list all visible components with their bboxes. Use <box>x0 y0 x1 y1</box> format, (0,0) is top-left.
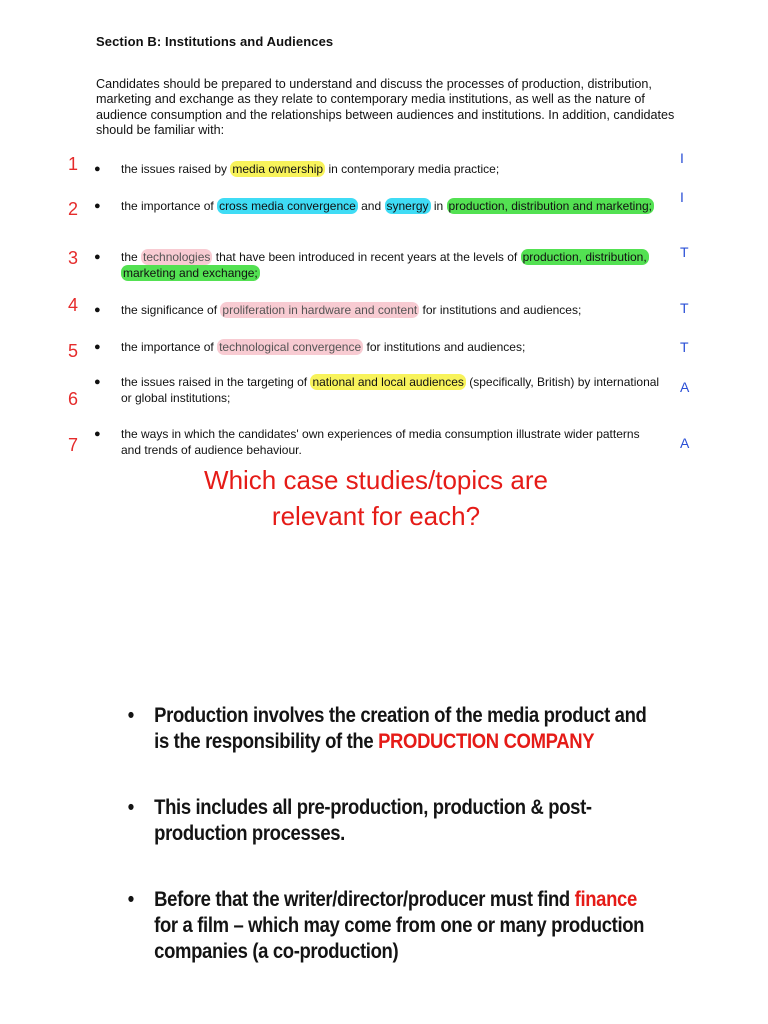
item-text-plain: for institutions and audiences; <box>419 303 582 317</box>
question-line: Which case studies/topics are <box>204 465 548 495</box>
bullet-icon: ● <box>94 304 101 316</box>
slide-bullet-text: Before that the writer/director/producer must find <box>154 888 575 911</box>
item-text-plain: in contemporary media practice; <box>325 162 500 176</box>
item-text <box>121 162 661 178</box>
item-tag: I <box>680 150 684 166</box>
section-title: Section B: Institutions and Audiences <box>96 34 334 49</box>
item-text-plain: the ways in which the candidates' own experiences of media consumption illustrate wider patterns and trends of audience behaviour. <box>121 427 640 457</box>
item-text-plain: the <box>121 250 142 264</box>
bullet-icon: ● <box>94 376 101 388</box>
item-text <box>121 340 661 356</box>
highlight-yellow: national and local audiences <box>312 375 464 389</box>
slide-bullet-text: for a film – which may come from one or many production companies (a co-production) <box>154 914 645 963</box>
bullet-icon: ● <box>94 341 101 353</box>
bullet-icon: • <box>127 796 134 819</box>
highlight-pink: technologies <box>143 250 211 264</box>
item-text-plain: the issues raised by <box>121 162 231 176</box>
slide-bullet-emphasis: PRODUCTION COMPANY <box>378 730 595 753</box>
item-tag: I <box>680 189 684 205</box>
item-text <box>121 427 661 458</box>
slide-bullet <box>126 795 647 847</box>
highlight-pink: proliferation in hardware and content <box>222 303 418 317</box>
bullet-icon: ● <box>94 251 101 263</box>
item-number: 3 <box>68 248 79 268</box>
item-tag: A <box>680 379 690 395</box>
item-number: 2 <box>68 199 79 219</box>
question-heading <box>120 462 632 534</box>
item-tag: T <box>680 339 689 355</box>
item-tag: A <box>680 435 690 451</box>
slide-bullet-text: This includes all pre-production, production & post-production processes. <box>154 796 592 845</box>
slide-bullet-emphasis: finance <box>574 888 637 911</box>
item-text <box>121 375 661 406</box>
item-number: 4 <box>68 295 79 315</box>
item-text-plain: in <box>430 199 447 213</box>
question-line: relevant for each? <box>271 501 481 531</box>
item-number: 6 <box>68 389 79 409</box>
item-text-plain: (specifically, British) by international or global institutions; <box>121 375 660 405</box>
slide-bullet-text: Production involves the creation of the media product and is the responsibility of the <box>154 704 647 753</box>
slide-bullet <box>126 703 647 755</box>
item-text-plain: that have been introduced in recent years at the levels of <box>212 250 521 264</box>
highlight-yellow: media ownership <box>232 162 324 176</box>
item-text-plain: for institutions and audiences; <box>363 340 526 354</box>
item-text <box>121 303 661 319</box>
highlight-pink: technological convergence <box>219 340 362 354</box>
bullet-icon: • <box>127 704 134 727</box>
item-text-plain: the importance of <box>121 340 218 354</box>
intro-paragraph: Candidates should be prepared to understand and discuss the processes of production, distribution, marketing and exchange as they relate to contemporary media institutions, as well as the nature of audience consumption and the relationships between audiences and institutions. In addition, candidates should be familiar with: <box>96 77 675 137</box>
item-number: 7 <box>68 435 79 455</box>
item-text <box>121 199 661 215</box>
slide-bullet <box>126 887 647 965</box>
highlight-cyan: synergy <box>386 199 429 213</box>
item-text-plain: and <box>357 199 385 213</box>
highlight-cyan: cross media convergence <box>219 199 356 213</box>
item-number: 1 <box>68 154 79 174</box>
item-number: 5 <box>68 341 79 361</box>
item-text-plain: the issues raised in the targeting of <box>121 375 311 389</box>
bullet-icon: • <box>127 888 134 911</box>
item-tag: T <box>680 244 689 260</box>
bullet-icon: ● <box>94 163 101 175</box>
bullet-icon: ● <box>94 200 101 212</box>
slide-bullet-list <box>126 703 686 965</box>
bullet-icon: ● <box>94 428 101 440</box>
item-text <box>121 250 661 281</box>
item-tag: T <box>680 300 689 316</box>
highlight-green: production, distribution, marketing and exchange; <box>123 250 647 280</box>
item-text-plain: the significance of <box>121 303 221 317</box>
highlight-green: production, distribution and marketing; <box>448 199 652 213</box>
item-text-plain: the importance of <box>121 199 218 213</box>
